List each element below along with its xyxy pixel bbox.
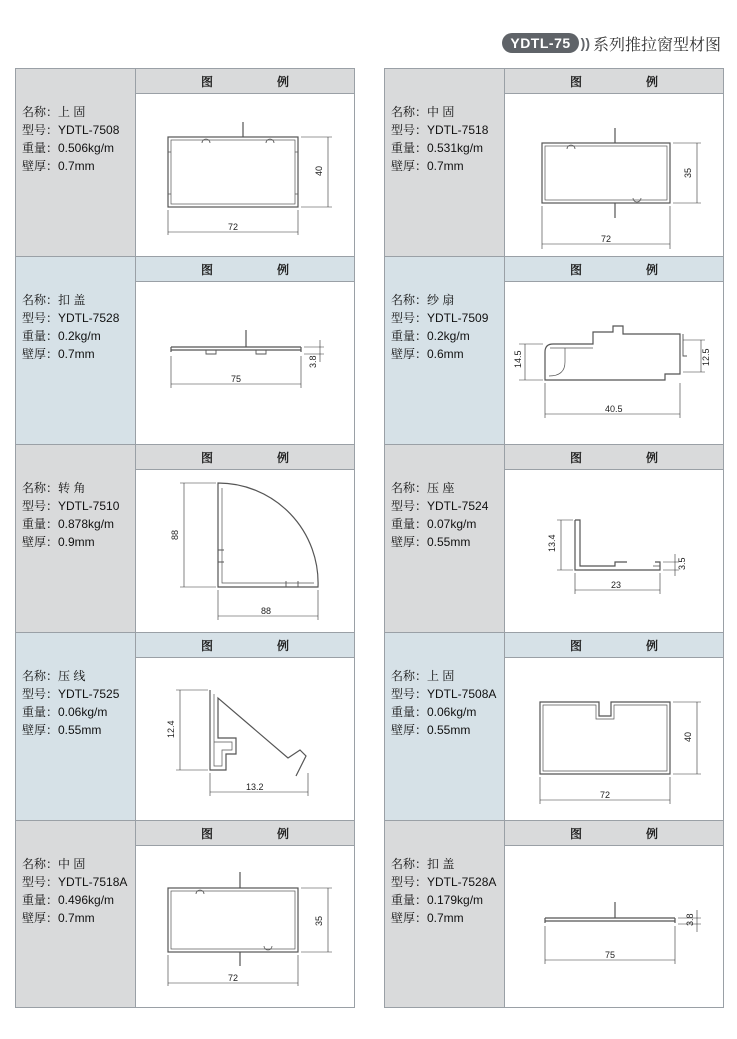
profile-diagram <box>136 658 356 821</box>
profile-model: 型号：YDTL-7518 <box>391 123 489 137</box>
profile-info <box>22 667 119 739</box>
dim-height: 12.4 <box>166 720 176 738</box>
profile-card-ydtl-7510 <box>15 444 355 632</box>
profile-card-ydtl-7528a <box>384 820 724 1008</box>
profile-weight: 重量：0.496kg/m <box>22 893 115 907</box>
profile-weight: 重量：0.07kg/m <box>391 517 477 531</box>
page-header <box>502 32 721 54</box>
profile-info <box>22 855 127 927</box>
dim-height: 40 <box>683 731 693 742</box>
profile-wall: 壁厚：0.7mm <box>22 911 95 925</box>
profile-name: 名称：扣 盖 <box>391 857 455 871</box>
profile-model: 型号：YDTL-7524 <box>391 499 489 513</box>
profile-drawing <box>504 657 723 820</box>
figure-header: 图 例 <box>504 821 723 845</box>
dim-lip: 3.5 <box>677 557 687 570</box>
profile-diagram <box>136 282 356 445</box>
profile-wall: 壁厚：0.7mm <box>22 159 95 173</box>
profile-drawing <box>135 657 354 820</box>
profile-drawing <box>504 469 723 632</box>
profile-card-ydtl-7518 <box>384 68 724 256</box>
profile-card-ydtl-7528 <box>15 256 355 444</box>
figure-header: 图 例 <box>504 633 723 657</box>
profile-drawing <box>135 469 354 632</box>
dim-width: 72 <box>228 222 239 232</box>
profile-weight: 重量：0.531kg/m <box>391 141 484 155</box>
figure-header: 图 例 <box>135 69 354 93</box>
profile-info <box>391 855 496 927</box>
dim-height: 88 <box>170 529 180 540</box>
profile-name: 名称：转 角 <box>22 481 86 495</box>
profile-name: 名称：中 固 <box>391 105 455 119</box>
profile-wall: 壁厚：0.7mm <box>391 911 464 925</box>
figure-header: 图 例 <box>135 445 354 469</box>
figure-header: 图 例 <box>135 257 354 281</box>
profile-info <box>391 479 488 551</box>
figure-header: 图 例 <box>504 257 723 281</box>
profile-info <box>22 479 119 551</box>
profile-drawing <box>504 281 723 444</box>
profile-diagram <box>505 470 725 633</box>
profile-card-ydtl-7518a <box>15 820 355 1008</box>
profile-name: 名称：上 固 <box>391 669 455 683</box>
profile-wall: 壁厚：0.9mm <box>22 535 95 549</box>
profile-diagram <box>505 94 725 257</box>
profile-weight: 重量：0.2kg/m <box>22 329 101 343</box>
profile-name: 名称：压 线 <box>22 669 86 683</box>
profile-wall: 壁厚：0.55mm <box>391 723 471 737</box>
profile-card-ydtl-7508 <box>15 68 355 256</box>
profile-wall: 壁厚：0.55mm <box>391 535 471 549</box>
dim-height: 35 <box>683 167 693 178</box>
profile-card-ydtl-7525 <box>15 632 355 820</box>
dim-height: 3.8 <box>308 355 318 368</box>
profile-drawing <box>504 93 723 256</box>
profile-name: 名称：中 固 <box>22 857 86 871</box>
profile-model: 型号：YDTL-7528 <box>22 311 120 325</box>
profile-diagram <box>505 846 725 1009</box>
profile-drawing <box>135 93 354 256</box>
profile-name: 名称：上 固 <box>22 105 86 119</box>
profile-wall: 壁厚：0.7mm <box>391 159 464 173</box>
profile-weight: 重量：0.179kg/m <box>391 893 484 907</box>
profile-wall: 壁厚：0.7mm <box>22 347 95 361</box>
profile-info <box>391 667 496 739</box>
dim-height: 35 <box>314 915 324 926</box>
dim-height-right: 12.5 <box>701 348 711 366</box>
figure-header: 图 例 <box>135 821 354 845</box>
profile-diagram <box>136 846 356 1009</box>
profile-name: 名称：纱 扇 <box>391 293 455 307</box>
dim-width: 75 <box>605 950 616 960</box>
profile-weight: 重量：0.506kg/m <box>22 141 115 155</box>
profile-diagram <box>505 282 725 445</box>
figure-header: 图 例 <box>504 69 723 93</box>
right-column <box>384 68 724 1008</box>
profile-weight: 重量：0.06kg/m <box>391 705 477 719</box>
profile-drawing <box>135 281 354 444</box>
profile-model: 型号：YDTL-7510 <box>22 499 120 513</box>
figure-header: 图 例 <box>504 445 723 469</box>
series-badge: YDTL-75 <box>502 33 578 53</box>
dim-width: 88 <box>261 606 272 616</box>
profile-diagram <box>136 94 356 257</box>
profile-drawing <box>504 845 723 1007</box>
profile-model: 型号：YDTL-7518A <box>22 875 128 889</box>
dim-width: 72 <box>601 234 612 244</box>
profile-info <box>391 291 488 363</box>
profile-drawing <box>135 845 354 1007</box>
profile-weight: 重量：0.06kg/m <box>22 705 108 719</box>
dim-width: 72 <box>600 790 611 800</box>
profile-info <box>391 103 488 175</box>
profile-model: 型号：YDTL-7508A <box>391 687 497 701</box>
chevron-icon: )) <box>580 35 590 51</box>
dim-height: 3.8 <box>685 913 695 926</box>
profile-diagram <box>505 658 725 821</box>
profile-wall: 壁厚：0.6mm <box>391 347 464 361</box>
profile-name: 名称：压 座 <box>391 481 455 495</box>
profile-name: 名称：扣 盖 <box>22 293 86 307</box>
profile-weight: 重量：0.2kg/m <box>391 329 470 343</box>
dim-width: 40.5 <box>605 404 623 414</box>
dim-width: 72 <box>228 973 239 983</box>
profile-weight: 重量：0.878kg/m <box>22 517 115 531</box>
profile-info <box>22 291 119 363</box>
dim-height-left: 14.5 <box>513 350 523 368</box>
dim-width: 13.2 <box>246 782 264 792</box>
profile-diagram <box>136 470 356 633</box>
page-title: 系列推拉窗型材图 <box>592 36 721 54</box>
figure-header: 图 例 <box>135 633 354 657</box>
dim-height: 40 <box>314 165 324 176</box>
dim-width: 75 <box>231 374 242 384</box>
profile-model: 型号：YDTL-7528A <box>391 875 497 889</box>
profile-card-ydtl-7524 <box>384 444 724 632</box>
profile-model: 型号：YDTL-7525 <box>22 687 120 701</box>
profile-wall: 壁厚：0.55mm <box>22 723 102 737</box>
profile-info <box>22 103 119 175</box>
profile-card-ydtl-7509 <box>384 256 724 444</box>
dim-width: 23 <box>611 580 622 590</box>
profile-model: 型号：YDTL-7509 <box>391 311 489 325</box>
left-column <box>15 68 355 1008</box>
dim-height: 13.4 <box>547 534 557 552</box>
profile-model: 型号：YDTL-7508 <box>22 123 120 137</box>
profile-card-ydtl-7508a <box>384 632 724 820</box>
